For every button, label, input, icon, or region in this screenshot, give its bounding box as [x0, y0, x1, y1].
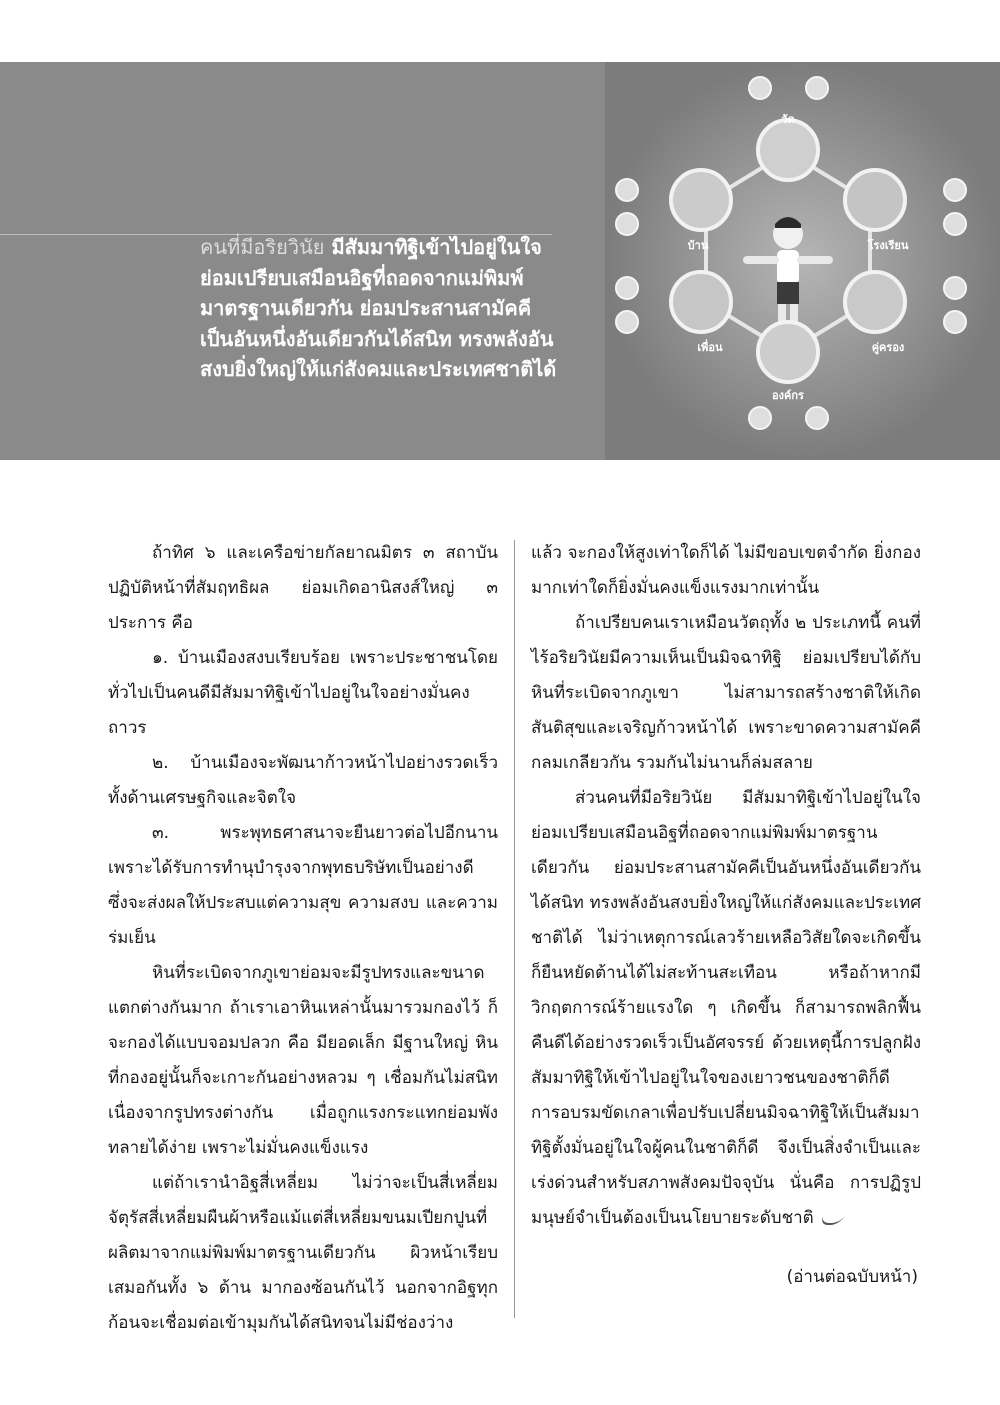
- end-mark-icon: [818, 1211, 848, 1225]
- pull-quote-line: [200, 232, 572, 263]
- pull-quote-line: เป็นอันหนึ่งอันเดียวกันได้สนิท ทรงพลังอัน: [200, 326, 554, 351]
- pull-quote-line: สงบยิ่งใหญ่ให้แก่สังคมและประเทศชาติได้: [200, 357, 557, 381]
- node-friends: [671, 272, 731, 332]
- node-school: [845, 170, 905, 230]
- paragraph: แล้ว จะกองให้สูงเท่าใดก็ได้ ไม่มีขอบเขตจำกัด ยิ่งกองมากเท่าใดก็ยิ่งมั่นคงแข็งแรงมากเท่านั้น: [531, 543, 921, 598]
- node-label-spouse: คู่ครอง: [871, 341, 905, 354]
- paragraph: หินที่ระเบิดจากภูเขาย่อมจะมีรูปทรงและขนาดแตกต่างกันมาก ถ้าเราเอาหินเหล่านั้นมารวมกองไว้ ก็จะกองได้แบบจอมปลวก คือ มียอดเล็ก มีฐานใหญ่ หินที่กองอยู่นั้นก็จะเกาะกันอย่างหลวม ๆ เชื่อมกันไม่สนิท เนื่องจากรูปทรงต่างกัน เมื่อถูกแรงกระแทกย่อมพังทลายได้ง่าย เพราะไม่มั่นคงแข็งแรง: [108, 963, 498, 1158]
- paragraph: ถ้าเปรียบคนเราเหมือนวัตถุทั้ง ๒ ประเภทนี้ คนที่ไร้อริยวินัยมีความเห็นเป็นมิจฉาทิฐิ ย่อมเปรียบได้กับหินที่ระเบิดจากภูเขา ไม่สามารถสร้างชาติให้เกิดสันติสุขและเจริญก้าวหน้าได้ เพราะขาดความสามัคคีกลมเกลียวกัน รวมกันไม่นานก็ล่มสลาย: [531, 613, 921, 773]
- node-label-temple: วัด: [781, 113, 795, 126]
- continue-note: (อ่านต่อฉบับหน้า): [786, 1267, 918, 1287]
- paragraph-text: ส่วนคนที่มีอริยวินัย มีสัมมาทิฐิเข้าไปอยู่ในใจ ย่อมเปรียบเสมือนอิฐที่ถอดจากแม่พิมพ์มาตรฐานเดียวกัน ย่อมประสานสามัคคีเป็นอันหนึ่งอันเดียวกันได้สนิท ทรงพลังอันสงบยิ่งใหญ่ให้แก่สังคมและประเทศชาติได้ ไม่ว่าเหตุการณ์เลวร้ายเหลือวิสัยใดจะเกิดขึ้น ก็ยืนหยัดต้านได้ไม่สะท้านสะเทือน หรือถ้าหากมีวิกฤตการณ์ร้ายแรงใด ๆ เกิดขึ้น ก็สามารถพลิกฟื้นคืนดีได้อย่างรวดเร็วเป็นอัศจรรย์ ด้วยเหตุนี้การปลูกฝังสัมมาทิฐิให้เข้าไปอยู่ในใจของเยาวชนของชาติก็ดี การอบรมขัดเกลาเพื่อปรับเปลี่ยนมิจฉาทิฐิให้เป็นสัมมาทิฐิตั้งมั่นอยู่ในใจผู้คนในชาติก็ดี จึงเป็นสิ่งจำเป็นและเร่งด่วนสำหรับสภาพสังคมปัจจุบัน นั่นคือ การปฏิรูปมนุษย์จำเป็นต้องเป็นนโยบายระดับชาติ: [531, 788, 921, 1228]
- right-column: [531, 536, 921, 1236]
- node-spouse: [845, 272, 905, 332]
- node-organization: [758, 322, 818, 382]
- column-divider: [514, 540, 515, 1318]
- node-label-friends: เพื่อน: [697, 341, 723, 354]
- pull-quote-line: ย่อมเปรียบเสมือนอิฐที่ถอดจากแม่พิมพ์: [200, 265, 524, 290]
- node-label-school: โรงเรียน: [867, 239, 909, 252]
- pull-quote-line: มาตรฐานเดียวกัน ย่อมประสานสามัคคี: [200, 296, 532, 320]
- pull-quote-lead: คนที่มีอริยวินัย: [200, 235, 325, 259]
- pull-quote: [200, 232, 572, 385]
- paragraph: แต่ถ้าเรานำอิฐสี่เหลี่ยม ไม่ว่าจะเป็นสี่เหลี่ยมจัตุรัสสี่เหลี่ยมผืนผ้าหรือแม้แต่สี่เหลี่ยมขนมเปียกปูนที่ผลิตมาจากแม่พิมพ์มาตรฐานเดียวกัน ผิวหน้าเรียบเสมอกันทั้ง ๖ ด้าน มากองซ้อนกันไว้ นอกจากอิฐทุกก้อนจะเชื่อมต่อเข้ามุมกันได้สนิทจนไม่มีช่องว่าง: [108, 1173, 498, 1333]
- node-label-home: บ้าน: [687, 239, 709, 252]
- six-directions-diagram: [605, 62, 1000, 460]
- pull-quote-line-text: มีสัมมาทิฐิเข้าไปอยู่ในใจ: [324, 235, 542, 259]
- paragraph: ๑. บ้านเมืองสงบเรียบร้อย เพราะประชาชนโดยทั่วไปเป็นคนดีมีสัมมาทิฐิเข้าไปอยู่ในใจอย่างมั่นคงถาวร: [108, 648, 498, 738]
- paragraph: ๒. บ้านเมืองจะพัฒนาก้าวหน้าไปอย่างรวดเร็วทั้งด้านเศรษฐกิจและจิตใจ: [108, 753, 498, 808]
- paragraph: ถ้าทิศ ๖ และเครือข่ายกัลยาณมิตร ๓ สถาบัน ปฏิบัติหน้าที่สัมฤทธิผล ย่อมเกิดอานิสงส์ใหญ่ ๓ ประการ คือ: [108, 543, 498, 633]
- node-temple: [758, 120, 818, 180]
- paragraph: [531, 781, 921, 1236]
- node-label-organization: องค์กร: [772, 389, 804, 402]
- paragraph: ๓. พระพุทธศาสนาจะยืนยาวต่อไปอีกนาน เพราะได้รับการทำนุบำรุงจากพุทธบริษัทเป็นอย่างดี ซึ่งจะส่งผลให้ประสบแต่ความสุข ความสงบ และความร่มเย็น: [108, 823, 498, 948]
- node-home: [671, 170, 731, 230]
- left-column: [108, 536, 498, 1341]
